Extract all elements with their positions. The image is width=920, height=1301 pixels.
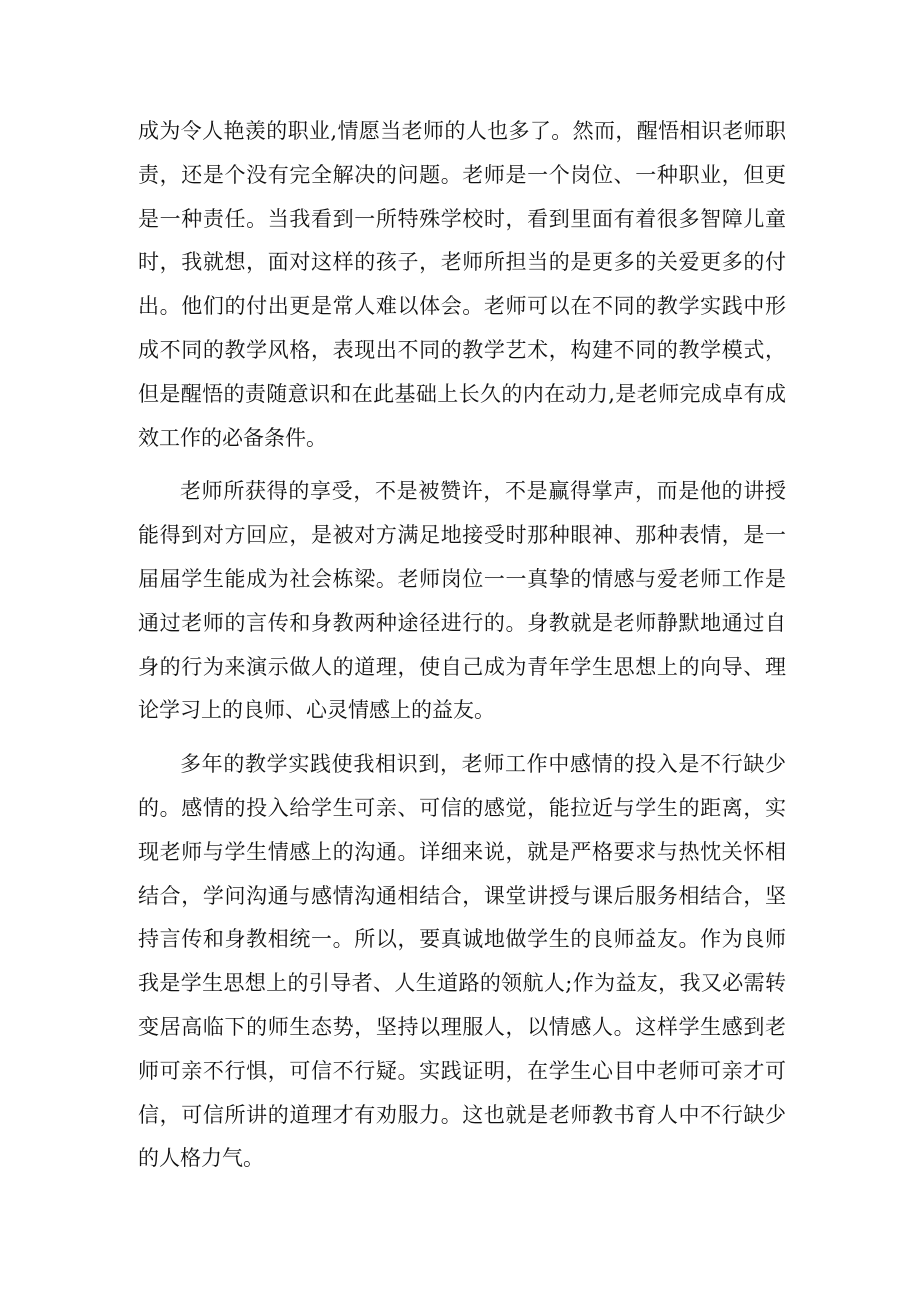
paragraph-2: 老师所获得的享受，不是被赞许，不是赢得掌声，而是他的讲授能得到对方回应，是被对方满足地接受时那种眼神、那种表情，是一届届学生能成为社会栋梁。老师岗位一一真挚的情感与爱老师工作是通过老师的言传和身教两种途径进行的。身教就是老师静默地通过自身的行为来演示做人的道理，使自己成为青年学生思想上的向导、理论学习上的良师、心灵情感上的益友。 (138, 479, 786, 723)
paragraph-1: 成为令人艳羡的职业,情愿当老师的人也多了。然而，醒悟相识老师职责，还是个没有完全解决的问题。老师是一个岗位、一种职业，但更是一种责任。当我看到一所特殊学校时，看到里面有着很多智障儿童时，我就想，面对这样的孩子，老师所担当的是更多的关爱更多的付出。他们的付出更是常人难以体会。老师可以在不同的教学实践中形成不同的教学风格，表现出不同的教学艺术，构建不同的教学模式，但是醒悟的责随意识和在此基础上长久的内在动力,是老师完成卓有成效工作的必备条件。 (138, 119, 786, 450)
document-body (138, 110, 786, 1191)
paragraph-3: 多年的教学实践使我相识到，老师工作中感情的投入是不行缺少的。感情的投入给学生可亲、可信的感觉，能拉近与学生的距离，实现老师与学生情感上的沟通。详细来说，就是严格要求与热忱关怀相结合，学问沟通与感情沟通相结合，课堂讲授与课后服务相结合，坚持言传和身教相统一。所以，要真诚地做学生的良师益友。作为良师我是学生思想上的引导者、人生道路的领航人;作为益友，我又必需转变居高临下的师生态势，坚持以理服人，以情感人。这样学生感到老师可亲不行惧，可信不行疑。实践证明，在学生心目中老师可亲才可信，可信所讲的道理才有劝服力。这也就是老师教书育人中不行缺少的人格力气。 (138, 752, 786, 1171)
